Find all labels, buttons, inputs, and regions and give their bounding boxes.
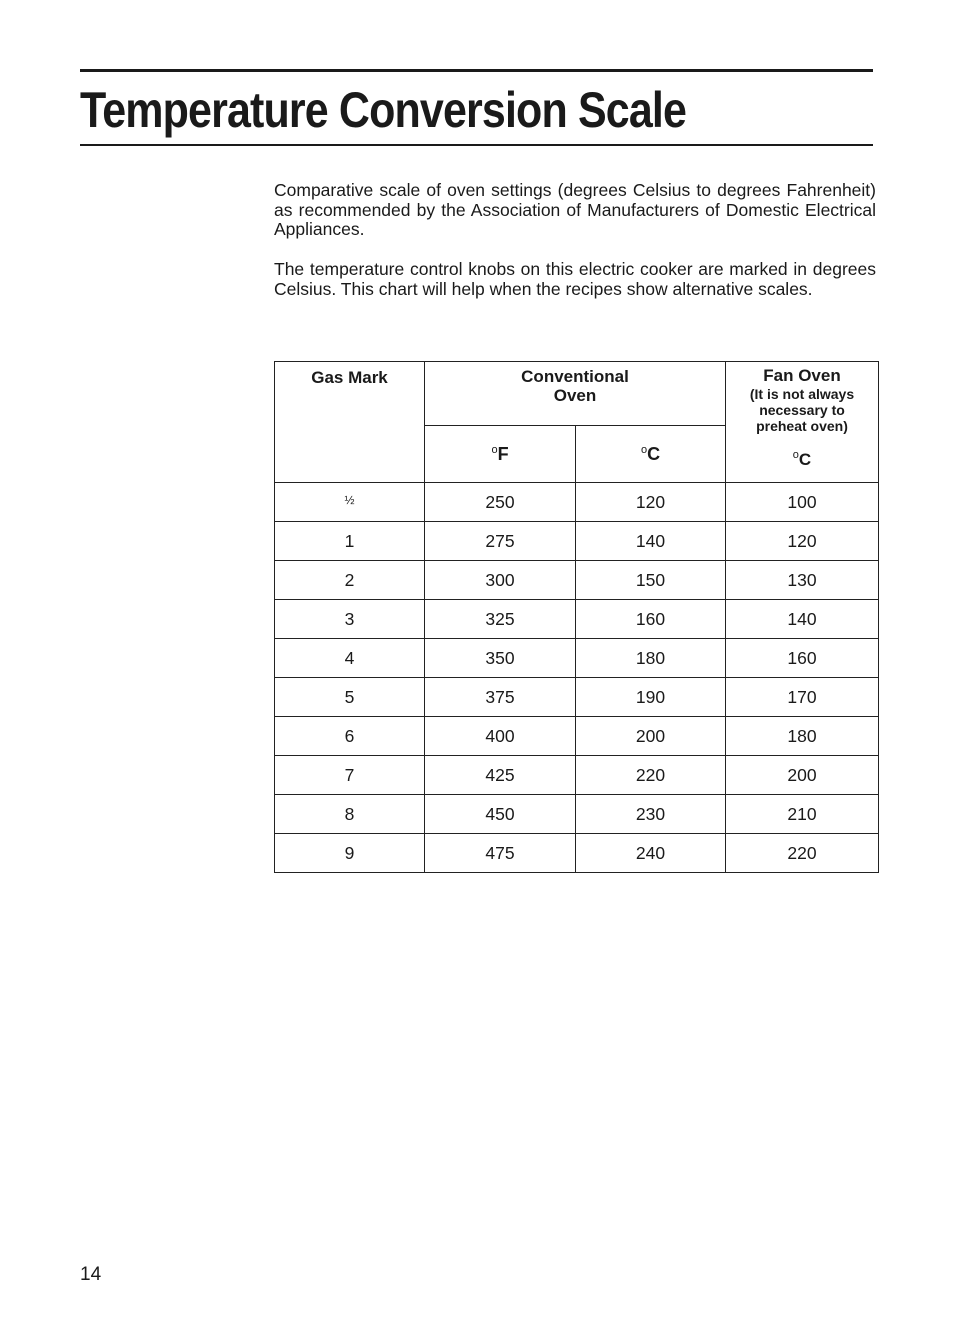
- celsius-cell: 200: [576, 717, 726, 756]
- conversion-table: [274, 361, 879, 873]
- table-row: [275, 522, 879, 561]
- table-header-row: [275, 362, 879, 426]
- fahrenheit-cell: 375: [425, 678, 576, 717]
- gas-mark-cell: 3: [275, 600, 425, 639]
- celsius-cell: 230: [576, 795, 726, 834]
- table-row: [275, 600, 879, 639]
- degree-symbol: o: [491, 443, 498, 456]
- fan-oven-note: (It is not always necessary to preheat oven): [749, 386, 855, 434]
- gas-mark-cell: [275, 483, 425, 522]
- table-row: [275, 561, 879, 600]
- fahrenheit-cell: 425: [425, 756, 576, 795]
- usage-paragraph: The temperature control knobs on this electric cooker are marked in degrees Celsius. This chart will help when the recipes show alternative scales.: [274, 259, 876, 299]
- fan-celsius-cell: 140: [726, 600, 879, 639]
- fan-oven-header: [726, 362, 879, 483]
- conventional-oven-header: [425, 362, 726, 426]
- fan-oven-label: Fan Oven: [763, 366, 841, 385]
- fan-celsius-cell: 120: [726, 522, 879, 561]
- fahrenheit-cell: 275: [425, 522, 576, 561]
- fahrenheit-cell: 350: [425, 639, 576, 678]
- celsius-cell: 160: [576, 600, 726, 639]
- table-row: [275, 639, 879, 678]
- celsius-cell: 120: [576, 483, 726, 522]
- table-row: [275, 678, 879, 717]
- celsius-cell: 190: [576, 678, 726, 717]
- celsius-cell: 220: [576, 756, 726, 795]
- fahrenheit-cell: 325: [425, 600, 576, 639]
- fan-celsius-cell: 160: [726, 639, 879, 678]
- title-rule-bottom: [80, 144, 873, 146]
- fahrenheit-cell: 475: [425, 834, 576, 873]
- intro-paragraph: Comparative scale of oven settings (degrees Celsius to degrees Fahrenheit) as recommended by the Association of Manufacturers of Domestic Electrical Appliances.: [274, 180, 876, 240]
- fan-celsius-cell: 180: [726, 717, 879, 756]
- fan-celsius-cell: 200: [726, 756, 879, 795]
- fahrenheit-cell: 450: [425, 795, 576, 834]
- table-row: [275, 483, 879, 522]
- celsius-cell: 140: [576, 522, 726, 561]
- degree-symbol: o: [792, 449, 799, 461]
- unit-f: F: [497, 443, 509, 464]
- conventional-oven-label: Conventional Oven: [521, 367, 629, 405]
- gas-mark-cell: 1: [275, 522, 425, 561]
- gas-mark-half: ½: [344, 492, 355, 507]
- gas-mark-cell: 8: [275, 795, 425, 834]
- gas-mark-cell: 6: [275, 717, 425, 756]
- fahrenheit-header: [425, 426, 576, 483]
- gas-mark-cell: 2: [275, 561, 425, 600]
- unit-c: C: [798, 450, 812, 469]
- celsius-cell: 180: [576, 639, 726, 678]
- table-row: [275, 834, 879, 873]
- page-number: 14: [80, 1264, 102, 1285]
- fan-celsius-cell: 170: [726, 678, 879, 717]
- table-row: [275, 756, 879, 795]
- gas-mark-cell: 5: [275, 678, 425, 717]
- celsius-cell: 150: [576, 561, 726, 600]
- degree-symbol: o: [640, 443, 648, 456]
- table-row: [275, 795, 879, 834]
- fan-unit-label: [726, 446, 878, 469]
- unit-c: C: [647, 443, 661, 464]
- fan-celsius-cell: 130: [726, 561, 879, 600]
- fahrenheit-cell: 400: [425, 717, 576, 756]
- gas-mark-cell: 9: [275, 834, 425, 873]
- fan-celsius-cell: 220: [726, 834, 879, 873]
- page-title: Temperature Conversion Scale: [80, 82, 687, 138]
- fan-celsius-cell: 100: [726, 483, 879, 522]
- gas-mark-header: Gas Mark: [275, 362, 425, 483]
- title-rule-top: [80, 69, 873, 72]
- fan-celsius-cell: 210: [726, 795, 879, 834]
- table-row: [275, 717, 879, 756]
- fahrenheit-cell: 250: [425, 483, 576, 522]
- gas-mark-cell: 7: [275, 756, 425, 795]
- gas-mark-cell: 4: [275, 639, 425, 678]
- fahrenheit-cell: 300: [425, 561, 576, 600]
- celsius-cell: 240: [576, 834, 726, 873]
- celsius-header: [576, 426, 726, 483]
